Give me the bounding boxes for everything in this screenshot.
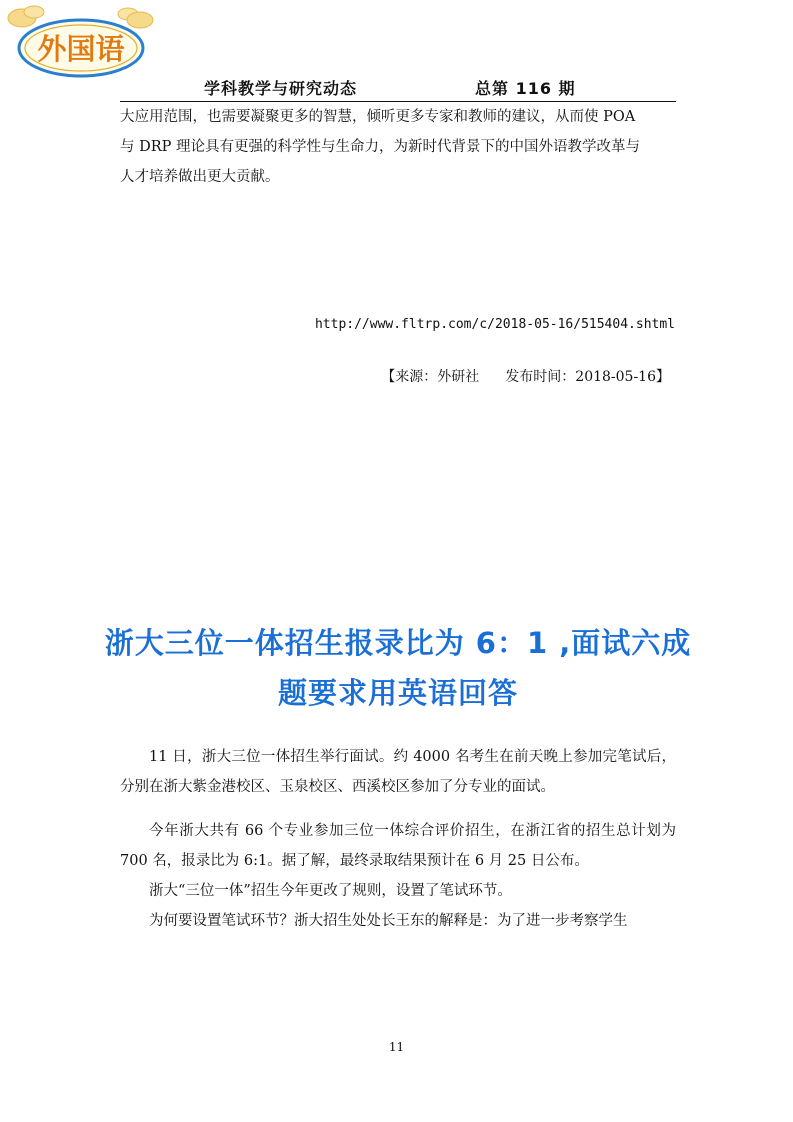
- article-paragraph: 浙大“三位一体”招生今年更改了规则，设置了笔试环节。: [149, 883, 512, 899]
- article-title-line: 浙大三位一体招生报录比为 6：1 ,面试六成: [104, 626, 692, 660]
- page-header: [120, 74, 676, 102]
- intro-line: 大应用范围，也需要凝聚更多的智慧，倾听更多专家和教师的建议，从而使 POA: [120, 109, 636, 125]
- logo-text: 外国语: [37, 32, 125, 66]
- header-issue-number: 总第 116 期: [475, 79, 576, 98]
- source-name: 【来源：外研社: [381, 369, 480, 385]
- publication-logo: [6, 4, 156, 82]
- article-title: [100, 618, 696, 718]
- source-attribution: [330, 366, 670, 386]
- intro-line: 人才培养做出更大贡献。: [120, 169, 280, 185]
- publish-date: 发布时间：2018-05-16】: [505, 369, 670, 385]
- article-paragraph: 为何要设置笔试环节？浙大招生处处长王东的解释是：为了进一步考察学生: [149, 913, 628, 929]
- article-paragraph: 11 日，浙大三位一体招生举行面试。约 4000 名考生在前天晚上参加完笔试后，分别在浙大紫金港校区、玉泉校区、西溪校区参加了分专业的面试。: [120, 749, 676, 795]
- page-number: 11: [388, 1040, 405, 1054]
- article-title-line: 题要求用英语回答: [277, 676, 518, 710]
- intro-paragraph: [120, 102, 676, 192]
- article-paragraph: 今年浙大共有 66 个专业参加三位一体综合评价招生，在浙江省的招生总计划为 700 名，报录比为 6:1。据了解，最终录取结果预计在 6 月 25 日公布。: [120, 823, 676, 869]
- intro-line: 与 DRP 理论具有更强的科学性与生命力，为新时代背景下的中国外语教学改革与: [120, 139, 641, 155]
- source-url: http://www.fltrp.com/c/2018-05-16/515404.shtml: [314, 317, 675, 332]
- header-title: 学科教学与研究动态: [204, 79, 358, 98]
- logo-emblem-icon: [6, 4, 156, 82]
- article-body: [120, 742, 676, 936]
